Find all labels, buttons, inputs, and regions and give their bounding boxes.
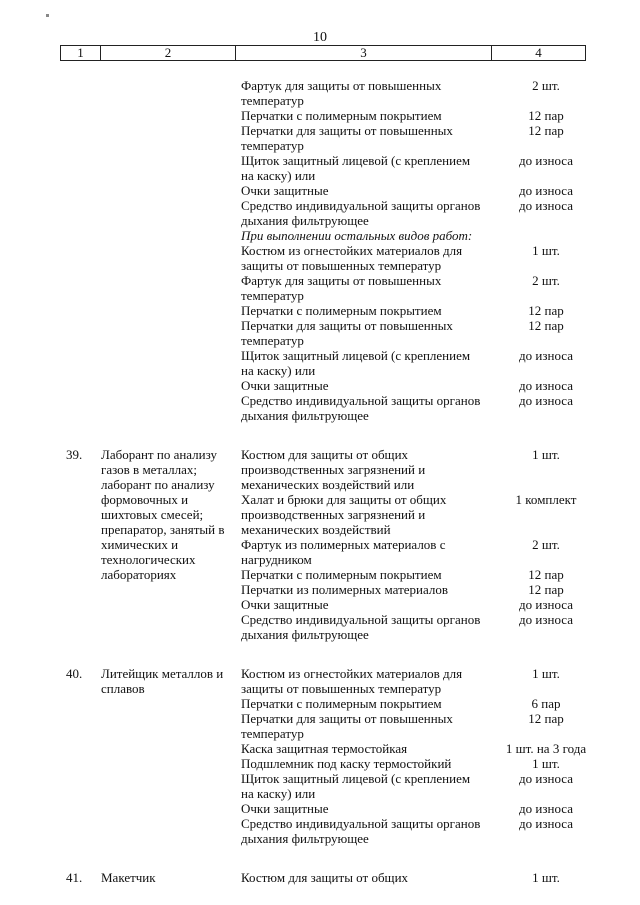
- ppe-item-name: Перчатки для защиты от повышенных температур: [241, 318, 453, 348]
- list-item: [0, 696, 640, 711]
- ppe-item-name: Фартук для защиты от повышенных температур: [241, 273, 442, 303]
- block-gap: [0, 846, 640, 870]
- ppe-item-name: Перчатки с полимерным покрытием: [241, 567, 442, 582]
- ppe-item-name: Перчатки с полимерным покрытием: [241, 696, 442, 711]
- ppe-item-norm: до износа: [519, 198, 573, 213]
- ppe-item-norm: 12 пар: [528, 318, 564, 333]
- ppe-item-name: Халат и брюки для защиты от общих производственных загрязнений и механических воздействий: [241, 492, 447, 537]
- ppe-item-name: Средство индивидуальной защиты органов дыхания фильтрующее: [241, 816, 481, 846]
- ppe-item-name: Перчатки для защиты от повышенных температур: [241, 711, 453, 741]
- ppe-item-name: Костюм из огнестойких материалов для защиты от повышенных температур: [241, 666, 463, 696]
- ppe-item-name: Перчатки для защиты от повышенных температур: [241, 123, 453, 153]
- ppe-item-name: Щиток защитный лицевой (с креплением на каску) или: [241, 348, 471, 378]
- ppe-item-norm: 1 шт.: [532, 447, 560, 462]
- ppe-item-norm: до износа: [519, 348, 573, 363]
- list-item: [0, 567, 640, 582]
- ppe-item-norm: до износа: [519, 183, 573, 198]
- ppe-item-name: Очки защитные: [241, 183, 329, 198]
- ppe-item-norm: до износа: [519, 153, 573, 168]
- scan-speck: [46, 14, 49, 17]
- ppe-item-name: Фартук для защиты от повышенных температур: [241, 78, 442, 108]
- list-item: [0, 666, 640, 696]
- table-row: [0, 666, 640, 846]
- ppe-item-norm: 2 шт.: [532, 273, 560, 288]
- ppe-item-name: Перчатки с полимерным покрытием: [241, 303, 442, 318]
- ppe-item-norm: до износа: [519, 378, 573, 393]
- list-item: [0, 447, 640, 492]
- ppe-item-norm: 12 пар: [528, 711, 564, 726]
- ppe-item-norm: до износа: [519, 816, 573, 831]
- ppe-item-norm: до износа: [519, 801, 573, 816]
- ppe-item-name: Очки защитные: [241, 597, 329, 612]
- table-header: [60, 45, 586, 61]
- ppe-item-name: Средство индивидуальной защиты органов дыхания фильтрующее: [241, 198, 481, 228]
- ppe-item-norm: 12 пар: [528, 108, 564, 123]
- list-item: [0, 318, 640, 348]
- ppe-item-norm: до износа: [519, 612, 573, 627]
- table-body: [0, 78, 640, 885]
- page-number: 10: [313, 30, 327, 45]
- list-item: [0, 711, 640, 741]
- row-number: 40.: [66, 666, 83, 681]
- ppe-item-name: Перчатки с полимерным покрытием: [241, 108, 442, 123]
- table-row: [0, 870, 640, 885]
- row-number: 41.: [66, 870, 83, 885]
- profession-name: Лаборант по анализу газов в металлах; лаборант по анализу формовочных и шихтовых смесей; препаратор, занятый в химических и технологических лабораториях: [101, 447, 225, 582]
- ppe-item-norm: до износа: [519, 597, 573, 612]
- table-row: [0, 447, 640, 642]
- list-item: [0, 393, 640, 423]
- block-gap: [0, 423, 640, 447]
- header-col-3: 3: [236, 46, 492, 60]
- ppe-item-norm: 1 шт.: [532, 870, 560, 885]
- ppe-item-name: Щиток защитный лицевой (с креплением на каску) или: [241, 153, 471, 183]
- list-item: [0, 537, 640, 567]
- ppe-item-name: Средство индивидуальной защиты органов дыхания фильтрующее: [241, 612, 481, 642]
- ppe-item-norm: 12 пар: [528, 303, 564, 318]
- list-item: [0, 870, 640, 885]
- list-item: [0, 378, 640, 393]
- list-item: [0, 741, 640, 756]
- ppe-item-norm: 1 шт.: [532, 756, 560, 771]
- ppe-item-norm: 1 комплект: [515, 492, 577, 507]
- ppe-item-name: Средство индивидуальной защиты органов дыхания фильтрующее: [241, 393, 481, 423]
- list-item: [0, 597, 640, 612]
- list-item: [0, 153, 640, 183]
- ppe-item-norm: 12 пар: [528, 123, 564, 138]
- list-item: [0, 303, 640, 318]
- ppe-item-name: Щиток защитный лицевой (с креплением на каску) или: [241, 771, 471, 801]
- ppe-item-name: Подшлемник под каску термостойкий: [241, 756, 452, 771]
- list-item: [0, 492, 640, 537]
- list-item: [0, 273, 640, 303]
- list-item: [0, 183, 640, 198]
- profession-name: Макетчик: [101, 870, 156, 885]
- section-subheading: При выполнении остальных видов работ:: [241, 228, 473, 243]
- ppe-item-norm: 1 шт.: [532, 666, 560, 681]
- ppe-item-norm: 1 шт.: [532, 243, 560, 258]
- row-number: 39.: [66, 447, 83, 462]
- ppe-item-name: Каска защитная термостойкая: [241, 741, 408, 756]
- ppe-item-norm: до износа: [519, 393, 573, 408]
- ppe-item-norm: 2 шт.: [532, 537, 560, 552]
- table-row: [0, 78, 640, 423]
- ppe-item-name: Костюм из огнестойких материалов для защиты от повышенных температур: [241, 243, 463, 273]
- header-col-2: 2: [101, 46, 236, 60]
- list-item: [0, 801, 640, 816]
- list-item: [0, 771, 640, 801]
- ppe-item-name: Фартук из полимерных материалов с нагрудником: [241, 537, 446, 567]
- list-item: [0, 198, 640, 228]
- ppe-item-name: Костюм для защиты от общих: [241, 870, 409, 885]
- list-item: [0, 78, 640, 108]
- ppe-item-norm: 12 пар: [528, 567, 564, 582]
- ppe-item-norm: 6 пар: [531, 696, 561, 711]
- header-col-4: 4: [535, 45, 542, 60]
- list-item: [0, 243, 640, 273]
- ppe-item-norm: 1 шт. на 3 года: [505, 741, 587, 756]
- ppe-item-name: Очки защитные: [241, 801, 329, 816]
- ppe-item-name: Костюм для защиты от общих производственных загрязнений и механических воздействий или: [241, 447, 426, 492]
- list-item: [0, 348, 640, 378]
- profession-name: Литейщик металлов и сплавов: [101, 666, 224, 696]
- header-col-1: 1: [61, 46, 101, 60]
- list-item: [0, 123, 640, 153]
- list-item: [0, 816, 640, 846]
- block-gap: [0, 642, 640, 666]
- list-item: [0, 108, 640, 123]
- ppe-item-norm: 2 шт.: [532, 78, 560, 93]
- ppe-item-name: Перчатки из полимерных материалов: [241, 582, 449, 597]
- list-item: [0, 612, 640, 642]
- ppe-item-norm: до износа: [519, 771, 573, 786]
- ppe-item-norm: 12 пар: [528, 582, 564, 597]
- list-item: [0, 582, 640, 597]
- ppe-item-name: Очки защитные: [241, 378, 329, 393]
- list-item: [0, 228, 640, 243]
- list-item: [0, 756, 640, 771]
